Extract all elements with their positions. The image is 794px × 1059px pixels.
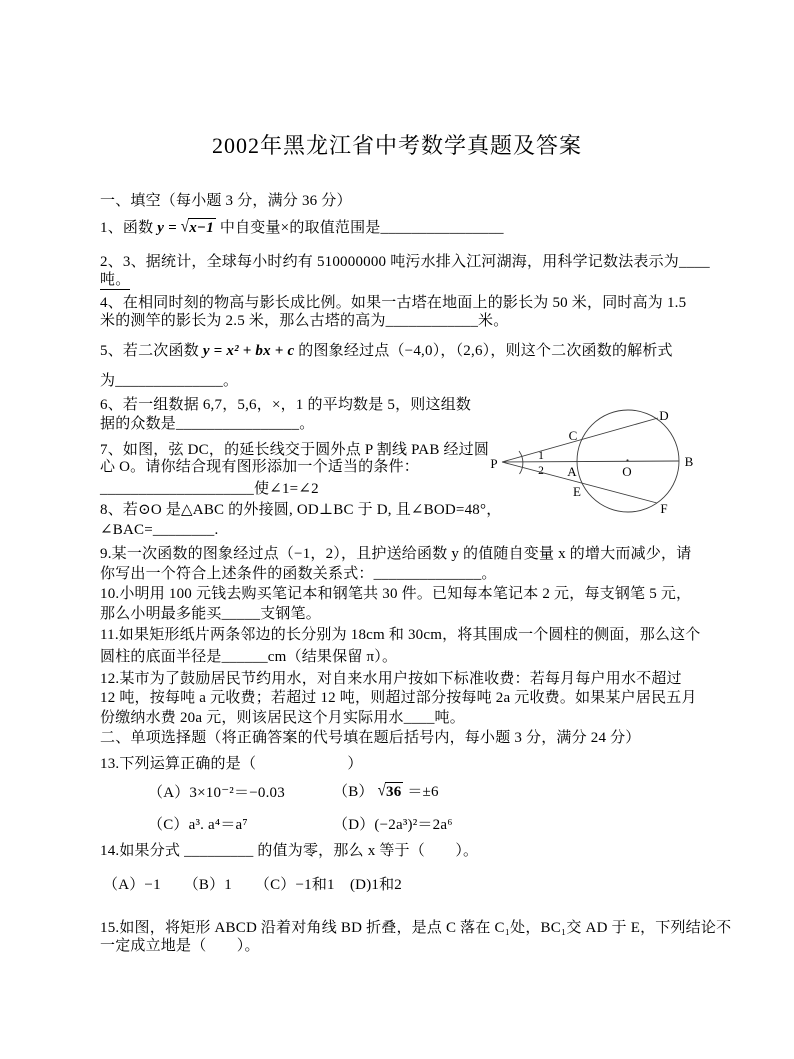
question-9-line1: 9.某一次函数的图象经过点（−1，2），且护送给函数 y 的值随自变量 x 的增大而减少，请 xyxy=(100,546,692,562)
question-6-line1: 6、若一组数据 6,7，5,6，×，1 的平均数是 5，则这组数 xyxy=(100,397,472,413)
question-1 xyxy=(100,218,504,237)
label-angle-2: 2 xyxy=(538,465,544,477)
q5-pre: 5、若二次函数 xyxy=(100,343,199,359)
label-A: A xyxy=(567,464,577,479)
question-10-line2: 那么小明最多能买_____支钢笔。 xyxy=(100,606,321,622)
question-7-line2: 心 O。请你结合现有图形添加一个适当的条件： xyxy=(100,459,419,475)
label-P: P xyxy=(490,456,498,471)
question-15-line2: 一定成立地是（ ）。 xyxy=(100,938,260,954)
question-15-line1: 15.如图，将矩形 ABCD 沿着对角线 BD 折叠，是点 C 落在 C₁处，BC₁交 AD 于 E，下列结论不 xyxy=(100,920,732,936)
question-8-line2: ∠BAC=________. xyxy=(100,522,219,538)
q13-option-b xyxy=(333,782,439,801)
q13-option-d: （D）(−2a³)²＝2a⁶ xyxy=(333,817,453,833)
q1-pre: 1、函数 xyxy=(100,220,154,236)
question-10-line1: 10.小明用 100 元钱去购买笔记本和钢笔共 30 件。已知每本笔记本 2 元，每支钢笔 5 元， xyxy=(100,586,692,602)
question-4-line2: 米的测竿的影长为 2.5 米，那么古塔的高为____________米。 xyxy=(100,313,509,329)
question-11-line1: 11.如果矩形纸片两条邻边的长分别为 18cm 和 30cm，将其围成一个圆柱的侧面，那么这个 xyxy=(100,627,701,643)
angle-arc xyxy=(519,451,523,474)
question-9-line2: 你写出一个符合上述条件的函数关系式：______________。 xyxy=(100,566,497,582)
secant-PCD xyxy=(502,418,658,462)
question-14-stem: 14.如果分式 _________ 的值为零，那么 x 等于（ ）。 xyxy=(100,843,479,859)
question-13-stem: 13.下列运算正确的是（ ） xyxy=(100,756,363,772)
q13-optb-radical xyxy=(378,782,404,801)
radical-sign: √ xyxy=(377,781,386,800)
q2-underlined-unit: 吨。 xyxy=(100,272,131,288)
q1-radicand: x−1 xyxy=(189,220,214,236)
question-11-line2: 圆柱的底面半径是______cm（结果保留 π）。 xyxy=(100,649,398,665)
circle-secant-figure xyxy=(485,395,700,523)
q1-post: 中自变量×的取值范围是________________ xyxy=(219,220,504,236)
section1-heading: 一、填空（每小题 3 分，满分 36 分） xyxy=(100,193,352,209)
q1-radical xyxy=(181,218,216,237)
label-O: O xyxy=(622,464,632,479)
label-E: E xyxy=(573,484,581,499)
question-14-options: （A）−1 （B）1 （C）−1和1 (D)1和2 xyxy=(103,877,402,893)
section2-heading: 二、单项选择题（将正确答案的代号填在题后括号内，每小题 3 分，满分 24 分） xyxy=(100,730,641,746)
q13-optb-radicand: 36 xyxy=(386,784,402,800)
question-12-line3: 份缴纳水费 20a 元，则该居民这个月实际用水____吨。 xyxy=(100,710,465,726)
label-B: B xyxy=(684,454,694,469)
question-5-line1 xyxy=(100,342,673,360)
q1-math-lhs: y = xyxy=(157,220,177,236)
question-2-line1: 2、3、据统计，全球每小时约有 510000000 吨污水排入江河湖海，用科学记数法表示为____ xyxy=(100,254,710,270)
question-4-line1: 4、在相同时刻的物高与影长成比例。如果一古塔在地面上的影长为 50 米，同时高为 1.5 xyxy=(100,295,687,311)
q5-post: 的图象经过点（−4,0），（2,6），则这个二次函数的解析式 xyxy=(298,343,673,359)
question-8-line1: 8、若⊙O 是△ABC 的外接圆, OD⊥BC 于 D, 且∠BOD=48°， xyxy=(100,502,502,518)
question-6-line2: 据的众数是________________。 xyxy=(100,416,315,432)
label-F: F xyxy=(660,501,668,516)
line-PAB xyxy=(502,461,679,462)
label-C: C xyxy=(568,428,578,443)
q13-option-c: （C）a³. a⁴＝a⁷ xyxy=(148,817,248,833)
label-D: D xyxy=(659,408,669,423)
radical-sign: √ xyxy=(180,217,190,236)
q13-optb-label: （B） xyxy=(333,784,374,800)
q5-math: y = x² + bx + c xyxy=(202,343,295,359)
question-7-line3: ____________________使∠1=∠2 xyxy=(100,481,319,497)
figure-svg xyxy=(485,395,700,523)
label-angle-1: 1 xyxy=(538,450,544,462)
question-12-line2: 12 吨，按每吨 a 元收费；若超过 12 吨，则超过部分按每吨 2a 元收费。如果某户居民五月 xyxy=(100,690,697,706)
question-5-line2: 为______________。 xyxy=(100,373,239,389)
question-12-line1: 12.某市为了鼓励居民节约用水，对自来水用户按如下标准收费：若每月每户用水不超过 xyxy=(100,671,682,687)
q13-optb-rhs: ＝±6 xyxy=(407,784,439,800)
page-title: 2002年黑龙江省中考数学真题及答案 xyxy=(211,133,582,158)
question-7-line1: 7、如图，弦 DC，的延长线交于圆外点 P 割线 PAB 经过圆 xyxy=(100,442,490,458)
question-2-line2 xyxy=(100,271,130,289)
q13-option-a: （A）3×10⁻²＝−0.03 xyxy=(148,785,285,801)
